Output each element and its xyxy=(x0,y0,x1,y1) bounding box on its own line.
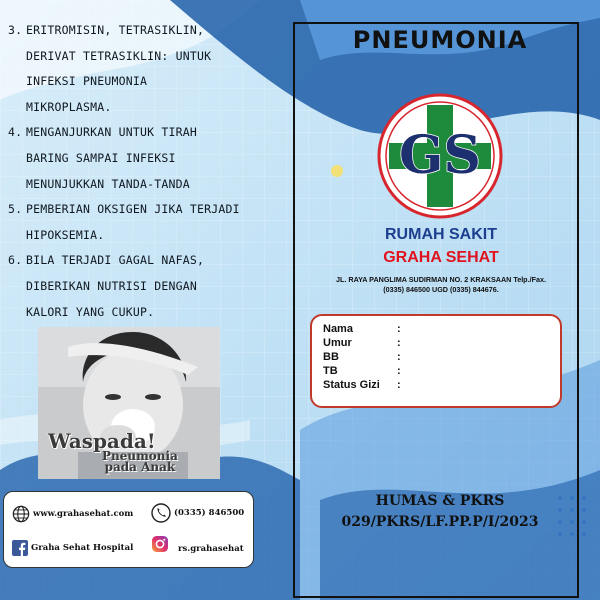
website-text: www.grahasehat.com xyxy=(33,509,134,519)
footer-line: HUMAS & PKRS xyxy=(375,493,505,509)
patient-field-label: Umur xyxy=(323,337,352,349)
website-item[interactable] xyxy=(12,505,133,523)
hospital-name-line2: GRAHA SEHAT xyxy=(383,249,499,266)
list-item: 6. BILA TERJADI GAGAL NAFAS, DIBERIKAN NUTRISI DENGAN KALORI YANG CUKUP. xyxy=(8,253,205,319)
address-line: JL. RAYA PANGLIMA SUDIRMAN NO. 2 KRAKSAAN Telp./Fax. xyxy=(336,275,546,284)
photo-caption-sub xyxy=(102,451,178,473)
photo-caption-line: pada Anak xyxy=(104,460,176,474)
patient-field-colon: : xyxy=(397,323,401,335)
patient-field-colon: : xyxy=(397,379,401,391)
hospital-logo xyxy=(377,93,503,219)
footer-line: 029/PKRS/LF.PP.P/I/2023 xyxy=(341,514,539,530)
instagram-icon xyxy=(151,535,169,553)
hospital-name-line1: RUMAH SAKIT xyxy=(385,226,497,243)
address-line: (0335) 846500 UGD (0335) 844676. xyxy=(383,285,499,294)
logo-monogram: GS xyxy=(399,125,481,186)
page-title: PNEUMONIA xyxy=(352,26,528,54)
facebook-text: Graha Sehat Hospital xyxy=(31,543,134,553)
list-item: 4. MENGANJURKAN UNTUK TIRAH BARING SAMPAI INFEKSI MENUNJUKKAN TANDA-TANDA xyxy=(8,125,197,191)
contact-box xyxy=(3,491,254,568)
instagram-item[interactable] xyxy=(151,534,244,554)
child-photo xyxy=(38,327,220,479)
patient-info-box xyxy=(310,314,562,408)
globe-icon xyxy=(12,505,30,523)
patient-field-colon: : xyxy=(397,351,401,363)
patient-field-colon: : xyxy=(397,337,401,349)
patient-field-label: TB xyxy=(323,365,338,377)
phone-icon xyxy=(151,503,171,523)
patient-field-colon: : xyxy=(397,365,401,377)
patient-field-label: Nama xyxy=(323,323,353,335)
list-item: 5. PEMBERIAN OKSIGEN JIKA TERJADI HIPOKSEMIA. xyxy=(8,202,240,242)
patient-field-label: Status Gizi xyxy=(323,379,380,391)
footer-reference xyxy=(300,491,580,533)
hospital-address xyxy=(300,275,582,295)
facebook-icon xyxy=(12,540,28,556)
facebook-item[interactable] xyxy=(12,540,133,556)
phone-text: (0335) 846500 xyxy=(174,508,245,518)
photo-caption-line: Pneumonia xyxy=(102,449,178,463)
phone-item[interactable] xyxy=(151,503,244,523)
instagram-text: rs.grahasehat xyxy=(178,544,244,554)
photo-caption-main: Waspada! xyxy=(48,429,156,453)
list-item: 3. ERITROMISIN, TETRASIKLIN, DERIVAT TETRASIKLIN: UNTUK INFEKSI PNEUMONIA MIKROPLASMA. xyxy=(8,23,212,114)
patient-field-label: BB xyxy=(323,351,339,363)
treatment-list xyxy=(8,18,298,325)
